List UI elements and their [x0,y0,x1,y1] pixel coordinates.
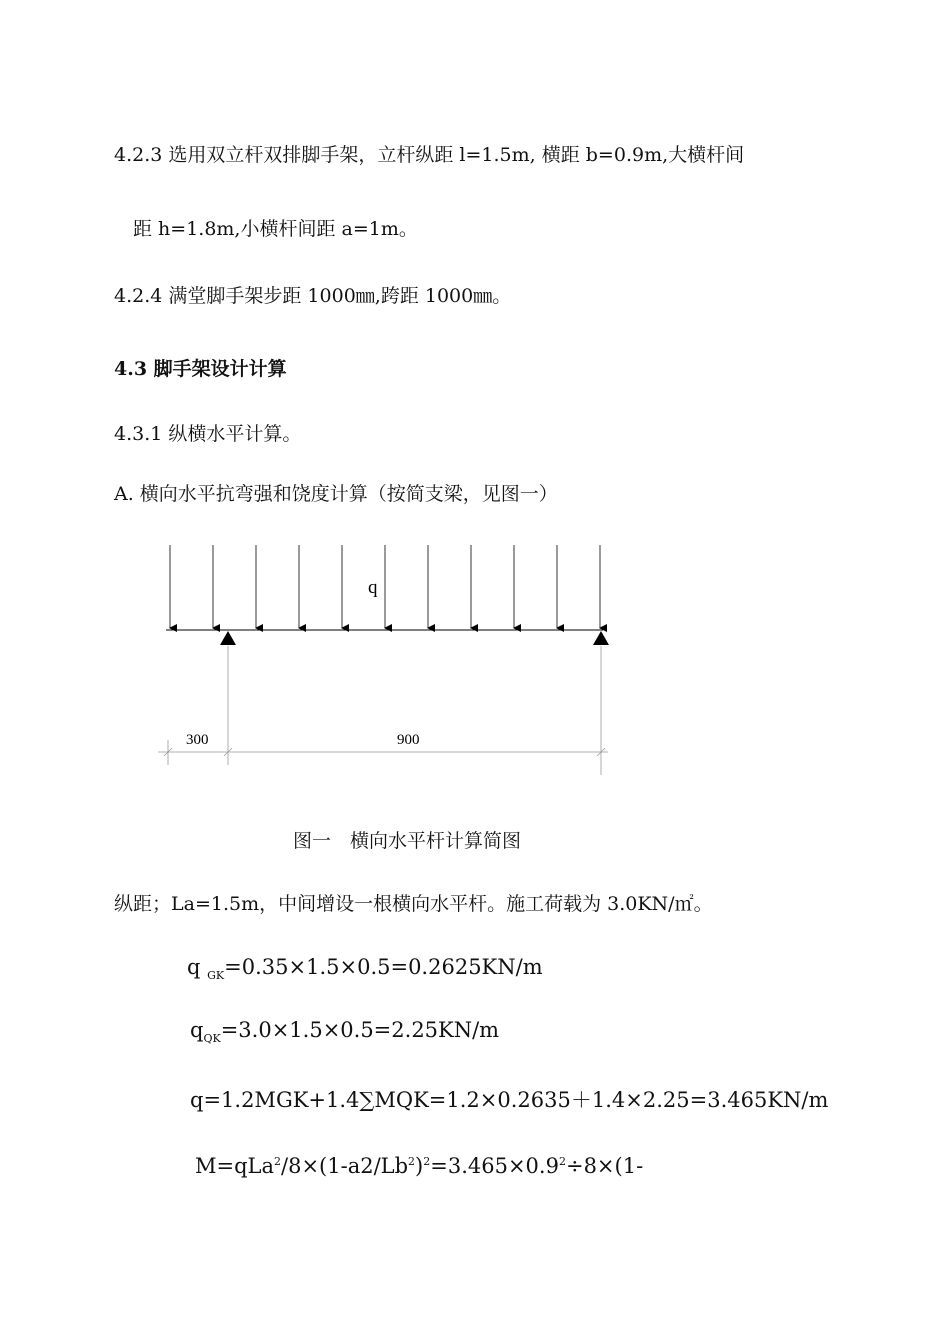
formula-qgk: q $_{GK}$=0.35×1.5×0.5=0.2625KN/m [187,955,543,983]
load-label: q [368,577,378,598]
section-4-2-3-line2: 距 h=1.8m,小横杆间距 a=1m。 [133,218,418,240]
distributed-load-arrows [170,545,600,628]
left-support [220,631,236,645]
heading-4-3: 4.3 脚手架设计计算 [114,358,287,380]
right-support [593,631,609,645]
figure-caption: 图一 横向水平杆计算简图 [293,830,522,852]
section-4-3-1: 4.3.1 纵横水平计算。 [114,423,302,445]
extension-lines [168,646,601,775]
section-4-2-3-line1: 4.2.3 选用双立杆双排脚手架，立杆纵距 l=1.5m, 横距 b=0.9m,大横杆间 [114,144,745,166]
beam-diagram [150,540,620,780]
paragraph-spacing: 纵距；La=1.5m，中间增设一根横向水平杆。施工荷载为 3.0KN/㎡。 [114,893,713,915]
dimension-300: 300 [186,732,209,748]
formula-qqk: $q_{QK}=3.0\times 1.5\times 0.5=2.25KN/m$ [190,1018,500,1046]
formula-q-total: q=1.2MGK+1.4∑MQK=1.2×0.2635＋1.4×2.25=3.465KN/m [190,1088,829,1112]
item-a: A. 横向水平抗弯强和饶度计算（按简支梁，见图一） [114,483,558,505]
dimension-900: 900 [397,732,420,748]
section-4-2-4: 4.2.4 满堂脚手架步距 1000㎜,跨距 1000㎜。 [114,285,512,307]
formula-moment: $M=qLa^2/8\times(1-a2/Lb^2)^2=3.465\times 0.9^2\div 8\times(1-$ [195,1154,644,1178]
